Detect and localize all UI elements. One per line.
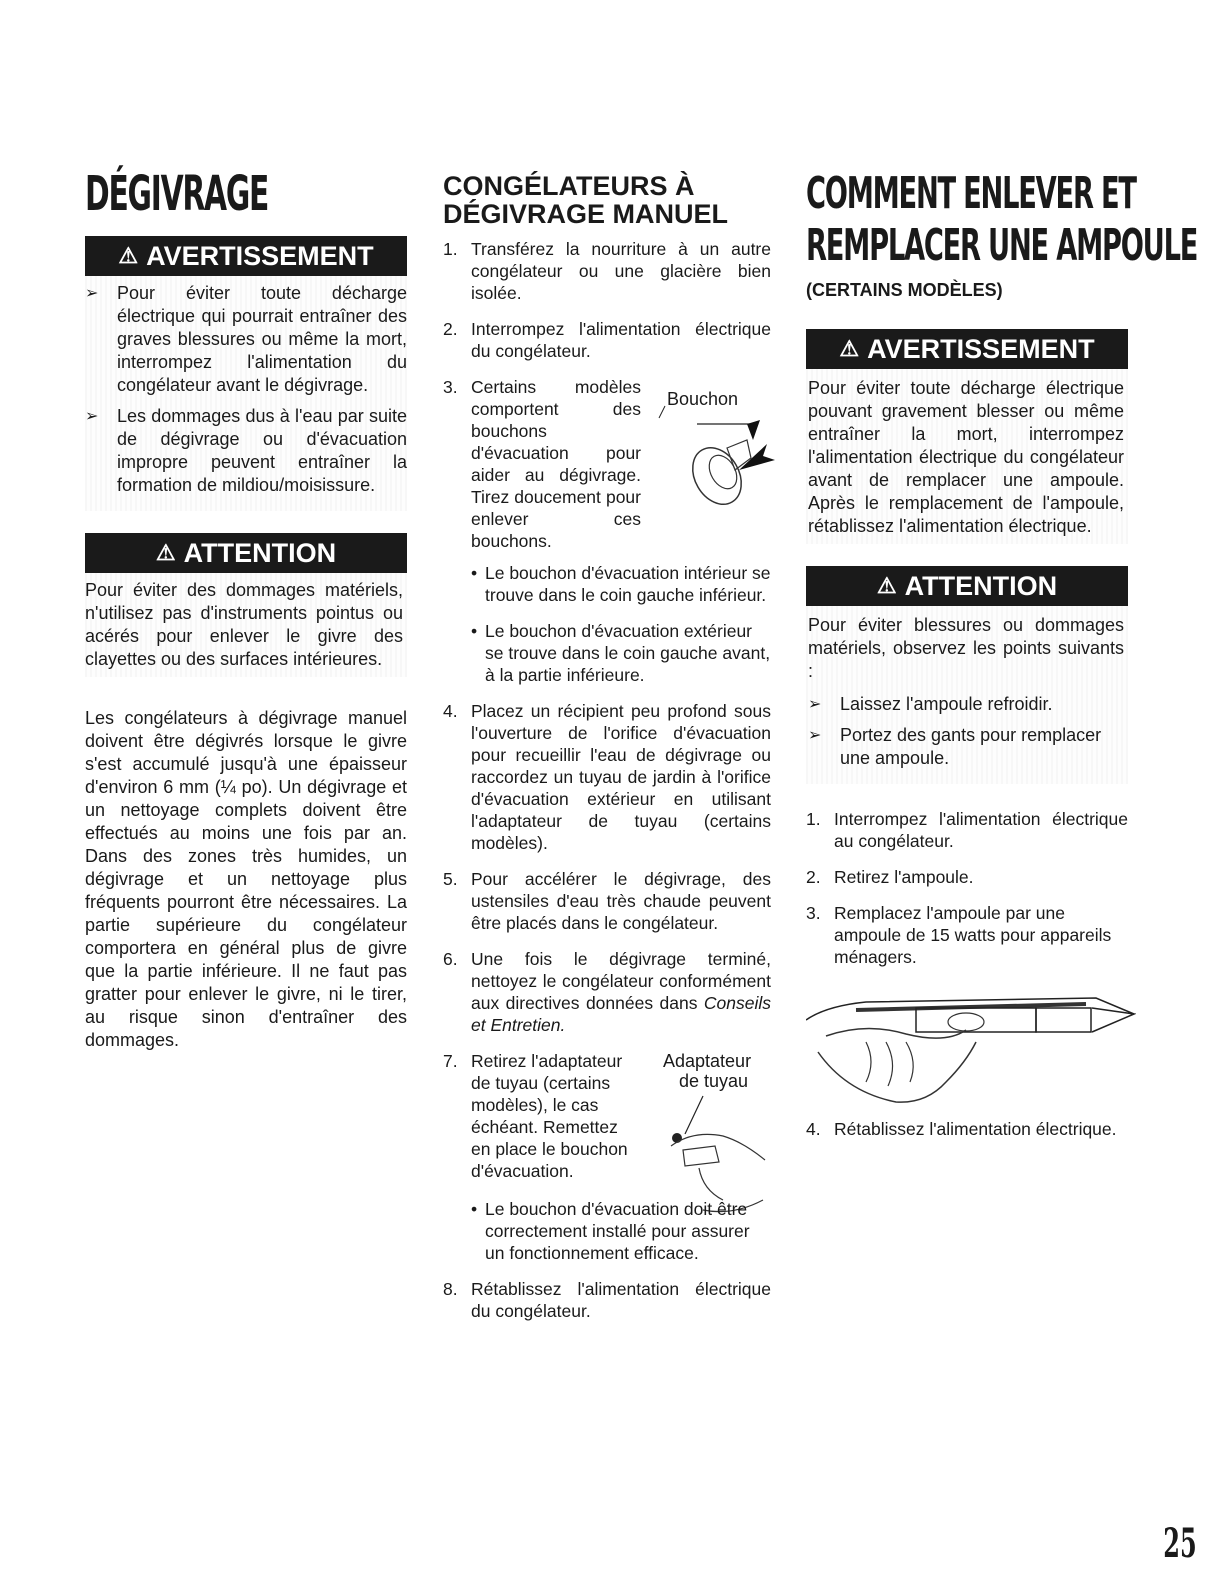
arrowhead-icon: ➢ <box>808 727 822 744</box>
step-6: 6. Une fois le dégivrage terminé, nettoyez le congélateur conformément aux directives données dans Conseils et Entretien. <box>443 949 771 1035</box>
section-title-line2: REMPLACER UNE AMPOULE <box>806 220 1198 271</box>
warning-triangle-icon: ⚠ <box>839 336 860 361</box>
attention-header <box>806 566 1128 606</box>
hose-adapter-figure <box>623 1050 773 1220</box>
step-4: 4. Placez un récipient peu profond sous l'ouverture de l'orifice d'évacuation pour recueillir l'eau de dégivrage ou raccordez un tuyau de jardin à l'orifice d'évacuation extérieur en utilisant l'adaptateur de tuyau (certains modèles). <box>443 701 771 853</box>
attention-item: ➢ Portez des gants pour remplacer une ampoule. <box>808 725 1102 768</box>
warning-item: ➢ Pour éviter toute décharge électrique qui pourrait entraîner des graves blessures ou même la mort, interrompez l'alimentation du congélateur avant le dégivrage. <box>85 283 407 395</box>
attention-item: ➢ Laissez l'ampoule refroidir. <box>808 694 1053 714</box>
page-title-degivrage: DÉGIVRAGE <box>85 166 269 222</box>
figure-label-bouchon: Bouchon <box>667 389 739 409</box>
warning-label: AVERTISSEMENT <box>867 334 1095 364</box>
attention-label: ATTENTION <box>904 571 1058 601</box>
step-1: 1. Transférez la nourriture à un autre congélateur ou une glacière bien isolée. <box>443 239 771 303</box>
attention-body: Pour éviter des dommages matériels, n'utilisez pas d'instruments pointus ou acérés pour enlever le givre des clayettes ou des surfaces intérieures. <box>85 573 407 677</box>
defrost-steps <box>443 238 771 1322</box>
attention-label: ATTENTION <box>183 538 337 568</box>
step-3: 3. Remplacez l'ampoule par une ampoule de 15 watts pour appareils ménagers. <box>806 903 1112 967</box>
attention-box <box>806 566 1128 784</box>
bullet-item: • Le bouchon d'évacuation doit être correctement installé pour assurer un fonctionnement efficace. <box>471 1199 750 1263</box>
step-2: 2. Retirez l'ampoule. <box>806 867 974 887</box>
figure-label-adaptateur: Adaptateur <box>663 1051 752 1071</box>
bulb-steps-cont <box>806 1118 1128 1140</box>
warning-header <box>806 329 1128 369</box>
warning-item: ➢ Les dommages dus à l'eau par suite de dégivrage ou d'évacuation impropre peuvent entraîner la formation de mildiou/moisissure. <box>85 406 407 495</box>
bulb-replacement-illustration <box>806 982 1136 1112</box>
step-1: 1. Interrompez l'alimentation électrique au congélateur. <box>806 809 1128 851</box>
step-7: 7. Retirez l'adaptateur de tuyau (certains modèles), le cas échéant. Remettez en place le bouchon d'évacuation. Adaptateur de tuyau • Le bouchon d'évacuation doit être correctement installé pour assurer un fonctionnement efficace. <box>443 1050 771 1264</box>
step-2: 2. Interrompez l'alimentation électrique du congélateur. <box>443 319 771 361</box>
warning-triangle-icon: ⚠ <box>876 573 897 598</box>
step-3: 3. Certains modèles comportent des bouchons d'évacuation pour aider au dégivrage. Tirez doucement pour enlever ces bouchons. Bouchon • Le bouchon d'évacuation intérieur se trouve dans le coin gauche inférieur. • Le bouchon d'évacuation extérieur se trouve dans le coin gauche avant, à la partie inférieure. <box>443 376 771 686</box>
arrowhead-icon: ➢ <box>808 696 822 713</box>
section-title-line1: COMMENT ENLEVER ET <box>806 168 1136 219</box>
warning-box <box>85 236 407 511</box>
bulb-steps <box>806 808 1128 968</box>
section-title-line2: DÉGIVRAGE MANUEL <box>443 199 729 229</box>
page-number: 25 <box>1163 1520 1197 1567</box>
bullet-item: • Le bouchon d'évacuation extérieur se trouve dans le coin gauche avant, à la partie inférieure. <box>471 621 771 685</box>
warning-triangle-icon: ⚠ <box>155 540 176 565</box>
arrowhead-icon: ➢ <box>85 285 99 302</box>
warning-box <box>806 329 1128 544</box>
step-4: 4. Rétablissez l'alimentation électrique. <box>806 1119 1117 1139</box>
section-subtitle: (CERTAINS MODÈLES) <box>806 280 1003 300</box>
warning-body: Pour éviter toute décharge électrique pouvant gravement blesser ou même entraîner la mort, interrompez l'alimentation électrique du congélateur avant de remplacer une ampoule. Après le remplacement de l'ampoule, rétablissez l'alimentation électrique. <box>806 369 1128 544</box>
attention-box <box>85 533 407 677</box>
attention-body: Pour éviter blessures ou dommages matériels, observez les points suivants : ➢ Laissez l'ampoule refroidir. ➢ Portez des gants pour remplacer une ampoule. <box>806 606 1128 784</box>
warning-triangle-icon: ⚠ <box>118 243 139 268</box>
step-8: 8. Rétablissez l'alimentation électrique du congélateur. <box>443 1279 771 1321</box>
step-5: 5. Pour accélérer le dégivrage, des ustensiles d'eau très chaude peuvent être placés dans le congélateur. <box>443 869 771 933</box>
arrowhead-icon: ➢ <box>85 408 99 425</box>
column-manual-defrost <box>443 172 771 1336</box>
warning-body <box>85 276 407 511</box>
warning-label: AVERTISSEMENT <box>146 241 374 271</box>
bullet-item: • Le bouchon d'évacuation intérieur se trouve dans le coin gauche inférieur. <box>471 563 771 605</box>
section-title-line1: CONGÉLATEURS À <box>443 171 695 201</box>
bulb-figure <box>806 982 1128 1112</box>
figure-label-de-tuyau: de tuyau <box>679 1071 749 1091</box>
drain-plug-figure <box>635 388 775 508</box>
warning-header <box>85 236 407 276</box>
column-defrosting <box>85 168 407 1070</box>
column-light-bulb <box>806 168 1198 1154</box>
defrost-body-text: Les congélateurs à dégivrage manuel doivent être dégivrés lorsque le givre s'est accumulé jusqu'à une épaisseur d'environ 6 mm (¼ po). Un dégivrage et un nettoyage complets doivent être effectués au moins une fois par an. Dans des zones très humides, un dégivrage et un nettoyage plus fréquents pourront être nécessaires. La partie supérieure du congélateur comportera en général plus de givre que la partie inférieure. Il ne faut pas gratter pour enlever le givre, ni le tirer, au risque sinon d'entraîner des dommages. <box>85 708 407 1050</box>
attention-header <box>85 533 407 573</box>
